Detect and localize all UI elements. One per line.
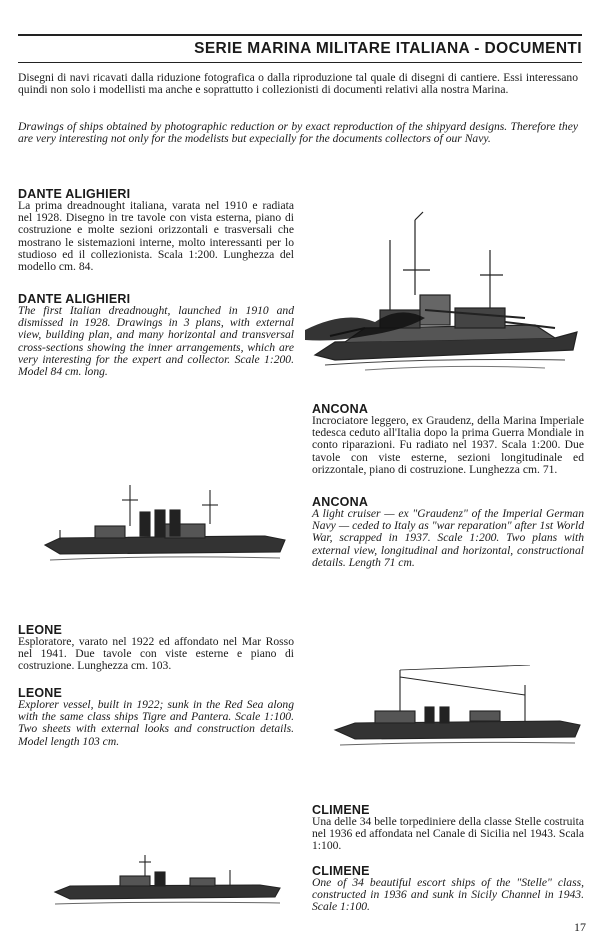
dante-text-it: La prima dreadnought italiana, varata nel 1910 e radiata nel 1928. Disegno in tre tavole con vista esterna, piano di costruzione e molte sezioni orizzontali e trasversali che mostrano le sistemazioni interne, molto interessanti per lo studioso ed il collezionista. Scala 1:200. Lunghezza del modello cm. 84. [18,199,294,274]
intro-italian: Disegni di navi ricavati dalla riduzione fotografica o dalla riproduzione tal quale di disegni di cantiere. Essi interessano quindi non solo i modellisti ma anche e soprattutto i collezionisti di documenti relativi alla nostra Marina. [18,71,578,97]
ancona-title-it: ANCONA [312,402,369,416]
intro-english: Drawings of ships obtained by photographic reduction or by exact reproduction of the shipyard designs. Therefore they are very interesting not only for the modelists but expecially for the documents collectors of our Navy. [18,120,578,146]
leone-title-en: LEONE [18,686,63,700]
leone-text-en: Explorer vessel, built in 1922; sunk in the Red Sea along with the same class ships Tigre and Pantera. Scale 1:100. Two sheets with external looks and construction details. Model length 103 cm. [18,698,294,748]
climene-title-en: CLIMENE [312,864,370,878]
dante-alighieri-ship-illustration [305,210,587,375]
dante-text-en: The first Italian dreadnought, launched in 1910 and dismissed in 1928. Drawings in 3 plans, with external view, building plan, and many horizontal and transversal cross-sections showing the inner arrangements, which are very interesting for the expert and collector. Scale 1:200. Model 84 cm. long. [18,304,294,379]
header-rule-top [18,34,582,36]
header-rule-bottom [18,62,582,63]
dante-title-it: DANTE ALIGHIERI [18,187,131,201]
ancona-text-it: Incrociatore leggero, ex Graudenz, della Marina Imperiale tedesca ceduto all'Italia dopo la prima Guerra Mondiale in conto riparazioni. Fu radiato nel 1937. Scala 1:200. Due tavole con viste esterne, sezioni longitudinale ed orizzontale, piano di costruzione. Lunghezza cm. 71. [312,414,584,476]
climene-text-en: One of 34 beautiful escort ships of the "Stelle" class, constructed in 1936 and sunk in Sicily Channel in 1943. Scale 1:100. [312,876,584,914]
climene-ship-illustration [50,852,285,912]
leone-title-it: LEONE [18,623,63,637]
leone-ship-illustration [330,665,585,755]
climene-text-it: Una delle 34 belle torpediniere della classe Stelle costruita nel 1936 ed affondata nel Canale di Sicilia nel 1943. Scala 1:100. [312,815,584,853]
leone-text-it: Esploratore, varato nel 1922 ed affondato nel Mar Rosso nel 1941. Due tavole con viste esterne e piano di costruzione. Lunghezza cm. 103. [18,635,294,673]
ancona-title-en: ANCONA [312,495,369,509]
ancona-text-en: A light cruiser — ex "Graudenz" of the Imperial German Navy — ceded to Italy as "war reparation" after 1st World War, scrapped in 1937. Scale 1:200. Two plans with external view, longitudinal and horizontal, constructional details. Length 71 cm. [312,507,584,569]
page-title: SERIE MARINA MILITARE ITALIANA - DOCUMENTI [194,40,582,57]
climene-title-it: CLIMENE [312,803,370,817]
ancona-ship-illustration [40,460,290,570]
page-number: 17 [574,920,586,934]
dante-title-en: DANTE ALIGHIERI [18,292,131,306]
